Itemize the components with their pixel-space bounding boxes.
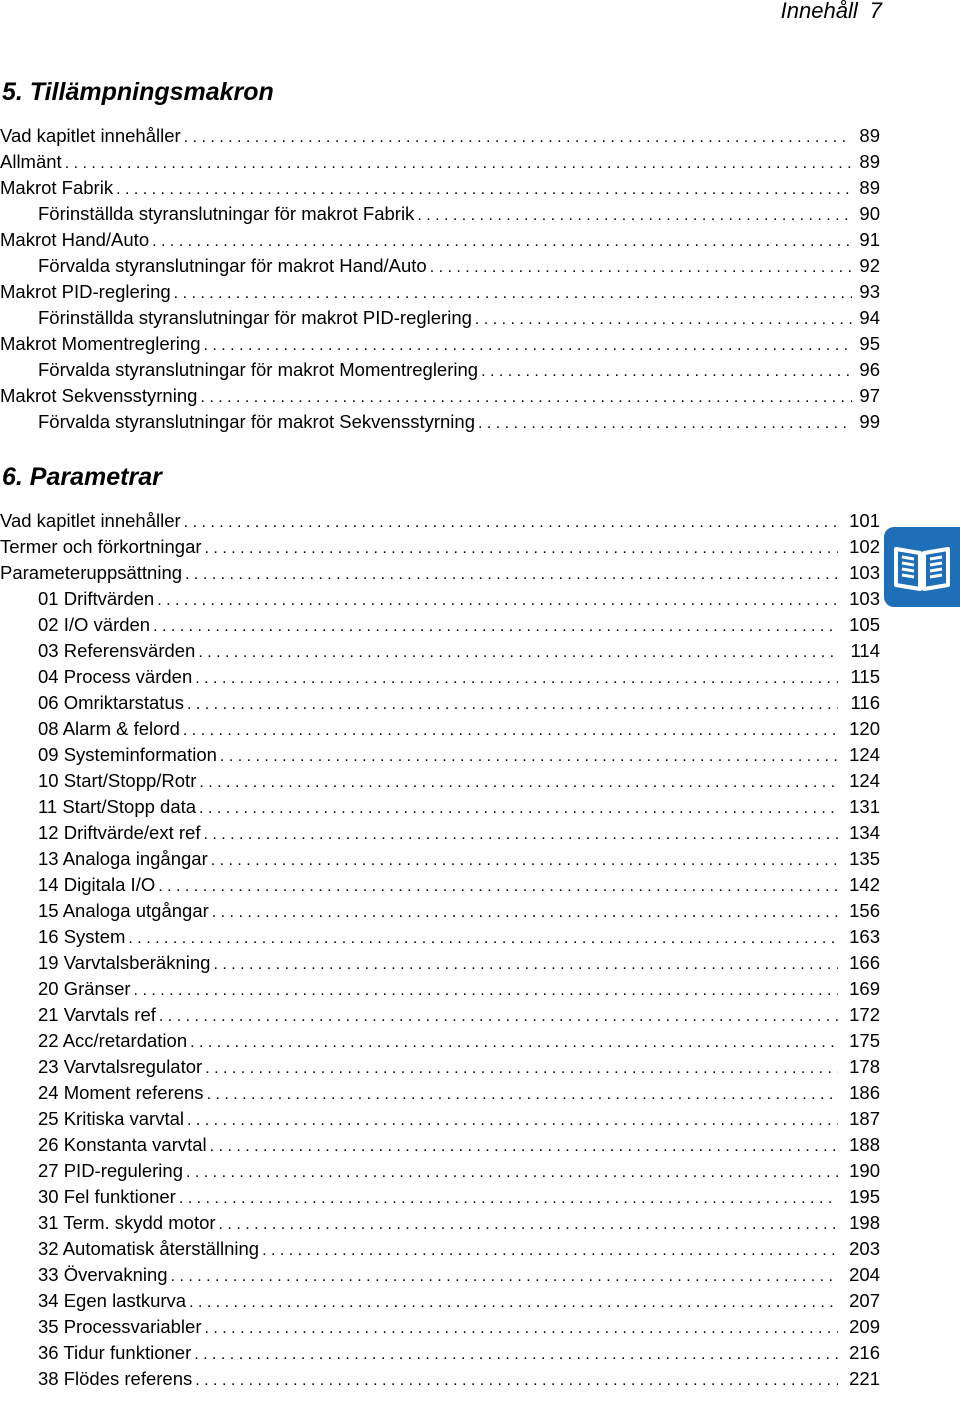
toc-entry-page: 190 [849, 1160, 880, 1181]
toc-entry-label: Parameteruppsättning [0, 562, 183, 583]
toc-entry-label: Allmänt [0, 151, 62, 172]
toc-entry-page: 124 [849, 770, 880, 791]
toc-entry-label: 21 Varvtals ref [38, 1004, 156, 1025]
toc-entry-page: 114 [850, 640, 880, 661]
toc-entry[interactable] [0, 924, 880, 950]
toc-dot-leader [203, 822, 838, 848]
toc-entry[interactable] [0, 409, 880, 435]
toc-entry-label: 33 Övervakning [38, 1264, 168, 1285]
toc-entry-page: 178 [849, 1056, 880, 1077]
toc-entry[interactable] [0, 820, 880, 846]
toc-dot-leader [159, 1004, 838, 1030]
toc-entry[interactable] [0, 612, 880, 638]
toc-entry[interactable] [0, 1054, 880, 1080]
toc-entry-page: 96 [859, 359, 880, 380]
toc-entry-label: Förvalda styranslutningar för makrot Sekvensstyrning [38, 411, 475, 432]
toc-entry[interactable] [0, 716, 880, 742]
toc-entry[interactable] [0, 175, 880, 201]
toc-dot-leader [213, 952, 838, 978]
toc-entry-page: 89 [859, 177, 880, 198]
toc-dot-leader [184, 125, 852, 151]
toc-entry-label: 23 Varvtalsregulator [38, 1056, 203, 1077]
toc-dot-leader [65, 151, 852, 177]
toc-dot-leader [174, 281, 852, 307]
toc-entry-label: Makrot Hand/Auto [0, 229, 150, 250]
toc-dot-leader [205, 1316, 839, 1342]
toc-entry[interactable] [0, 1158, 880, 1184]
toc-entry[interactable] [0, 383, 880, 409]
toc-entry[interactable] [0, 1340, 880, 1366]
toc-entry-page: 156 [849, 900, 880, 921]
toc-entry[interactable] [0, 794, 880, 820]
toc-entry-page: 207 [849, 1290, 880, 1311]
toc-entry-page: 120 [849, 718, 880, 739]
toc-entry-page: 175 [849, 1030, 880, 1051]
toc-entry-page: 166 [849, 952, 880, 973]
toc-entry-page: 216 [849, 1342, 880, 1363]
toc-entry-label: 06 Omriktarstatus [38, 692, 184, 713]
toc-dot-leader [219, 1212, 838, 1238]
toc-entry[interactable] [0, 123, 880, 149]
toc-entry-page: 134 [849, 822, 880, 843]
toc-dot-leader [207, 1082, 838, 1108]
toc-entry-label: 14 Digitala I/O [38, 874, 156, 895]
toc-dot-leader [210, 1134, 838, 1160]
toc-entry-label: 11 Start/Stopp data [38, 796, 197, 817]
toc-entry[interactable] [0, 1132, 880, 1158]
toc-entry-label: 31 Term. skydd motor [38, 1212, 216, 1233]
toc-dot-leader [195, 666, 838, 692]
toc-entry-label: Vad kapitlet innehåller [0, 510, 181, 531]
toc-entry[interactable] [0, 1028, 880, 1054]
toc-entry-label: 22 Acc/retardation [38, 1030, 188, 1051]
toc-dot-leader [220, 744, 838, 770]
toc-dot-leader [134, 978, 838, 1004]
toc-entry-label: 02 I/O värden [38, 614, 151, 635]
manual-tab [884, 527, 960, 607]
toc-entry-page: 195 [849, 1186, 880, 1207]
toc-entry-label: 30 Fel funktioner [38, 1186, 176, 1207]
toc-entry[interactable] [0, 508, 880, 534]
toc-entry[interactable] [0, 1210, 880, 1236]
toc-entry-page: 99 [859, 411, 880, 432]
toc-entry-page: 89 [859, 125, 880, 146]
toc-dot-leader [198, 640, 838, 666]
toc-entry-page: 163 [849, 926, 880, 947]
toc-entry-page: 94 [859, 307, 880, 328]
header-title: Innehåll [780, 0, 858, 23]
toc-entry[interactable] [0, 664, 880, 690]
toc-dot-leader [200, 385, 852, 411]
toc-dot-leader [195, 1368, 838, 1394]
toc-entry[interactable] [0, 950, 880, 976]
toc-entry[interactable] [0, 534, 880, 560]
toc-dot-leader [185, 562, 838, 588]
toc-dot-leader [199, 770, 838, 796]
toc-entry[interactable] [0, 1366, 880, 1392]
toc-entry[interactable] [0, 898, 880, 924]
toc-entry[interactable] [0, 1236, 880, 1262]
toc-dot-leader [157, 588, 838, 614]
toc-entry-label: Förinställda styranslutningar för makrot PID-reglering [38, 307, 472, 328]
toc-entry[interactable] [0, 149, 880, 175]
toc-entry[interactable] [0, 227, 880, 253]
toc-entry-page: 204 [849, 1264, 880, 1285]
toc-entry[interactable] [0, 846, 880, 872]
page-header [781, 0, 882, 24]
toc-entry-label: Termer och förkortningar [0, 536, 202, 557]
toc-entry-page: 198 [849, 1212, 880, 1233]
toc-entry-label: Förinställda styranslutningar för makrot Fabrik [38, 203, 415, 224]
toc-dot-leader [205, 536, 838, 562]
toc-dot-leader [190, 1030, 838, 1056]
toc-dot-leader [187, 692, 838, 718]
toc-entry[interactable] [0, 1184, 880, 1210]
toc-dot-leader [262, 1238, 838, 1264]
toc-entry[interactable] [0, 253, 880, 279]
toc-entry[interactable] [0, 1262, 880, 1288]
toc-entry-page: 92 [859, 255, 880, 276]
toc-dot-leader [199, 796, 838, 822]
toc-entry[interactable] [0, 560, 880, 586]
toc-entry-page: 188 [849, 1134, 880, 1155]
toc-entry-page: 103 [849, 588, 880, 609]
toc-entry-label: 20 Gränser [38, 978, 131, 999]
toc-entry-page: 209 [849, 1316, 880, 1337]
toc-entry[interactable] [0, 305, 880, 331]
toc-entry-label: 15 Analoga utgångar [38, 900, 209, 921]
toc-dot-leader [189, 1290, 838, 1316]
toc-entry-page: 95 [859, 333, 880, 354]
toc-dot-leader [128, 926, 838, 952]
toc-dot-leader [171, 1264, 838, 1290]
toc-entry-label: 19 Varvtalsberäkning [38, 952, 211, 973]
toc-entry-page: 124 [849, 744, 880, 765]
toc-entry-label: 16 System [38, 926, 126, 947]
toc-entry-page: 115 [850, 666, 880, 687]
toc-entry[interactable] [0, 1288, 880, 1314]
toc-entry-page: 203 [849, 1238, 880, 1259]
toc-entry-page: 172 [849, 1004, 880, 1025]
toc-entry[interactable] [0, 872, 880, 898]
toc-dot-leader [204, 333, 853, 359]
toc-entry-page: 131 [849, 796, 880, 817]
toc-entry[interactable] [0, 331, 880, 357]
toc-entry[interactable] [0, 742, 880, 768]
toc-entry-page: 142 [849, 874, 880, 895]
toc-entry-page: 90 [859, 203, 880, 224]
toc-entry-label: 04 Process värden [38, 666, 193, 687]
toc-entry-page: 116 [850, 692, 880, 713]
toc-entry-page: 91 [859, 229, 880, 250]
toc-entry-label: Makrot Momentreglering [0, 333, 201, 354]
toc-entry-label: 12 Driftvärde/ext ref [38, 822, 201, 843]
toc-entry-page: 102 [849, 536, 880, 557]
toc-dot-leader [478, 411, 852, 437]
toc-dot-leader [205, 1056, 838, 1082]
book-icon [892, 543, 952, 591]
toc-entry-page: 221 [849, 1368, 880, 1389]
toc-entry[interactable] [0, 279, 880, 305]
toc-entry-page: 101 [849, 510, 880, 531]
toc-dot-leader [187, 1108, 838, 1134]
toc-entry-label: 27 PID-regulering [38, 1160, 183, 1181]
toc-entry-label: 26 Konstanta varvtal [38, 1134, 207, 1155]
toc-entry[interactable] [0, 1080, 880, 1106]
toc-list-5 [0, 123, 880, 435]
toc-entry-label: 01 Driftvärden [38, 588, 155, 609]
header-page-number: 7 [869, 0, 882, 23]
toc-dot-leader [153, 614, 838, 640]
toc-entry-label: 13 Analoga ingångar [38, 848, 208, 869]
toc-entry-label: Förvalda styranslutningar för makrot Hand/Auto [38, 255, 427, 276]
toc-entry-page: 93 [859, 281, 880, 302]
toc-entry-page: 186 [849, 1082, 880, 1103]
toc-entry-label: 34 Egen lastkurva [38, 1290, 187, 1311]
toc-entry-label: 32 Automatisk återställning [38, 1238, 260, 1259]
toc-entry[interactable] [0, 768, 880, 794]
toc-entry-label: 38 Flödes referens [38, 1368, 193, 1389]
toc-dot-leader [211, 848, 838, 874]
section-title-5: 5. Tillämpningsmakron [2, 78, 274, 106]
toc-entry-label: 10 Start/Stopp/Rotr [38, 770, 197, 791]
section-title-6: 6. Parametrar [2, 463, 162, 491]
toc-entry[interactable] [0, 357, 880, 383]
toc-entry-label: 09 Systeminformation [38, 744, 217, 765]
toc-entry-label: Makrot Sekvensstyrning [0, 385, 198, 406]
toc-entry-page: 105 [849, 614, 880, 635]
toc-entry-label: Makrot Fabrik [0, 177, 114, 198]
toc-dot-leader [430, 255, 852, 281]
toc-entry-label: Förvalda styranslutningar för makrot Momentreglering [38, 359, 479, 380]
toc-dot-leader [212, 900, 838, 926]
toc-entry-page: 187 [849, 1108, 880, 1129]
toc-entry-label: 36 Tidur funktioner [38, 1342, 192, 1363]
toc-list-6 [0, 508, 880, 1392]
toc-entry-label: 35 Processvariabler [38, 1316, 202, 1337]
toc-entry-page: 169 [849, 978, 880, 999]
toc-dot-leader [116, 177, 852, 203]
toc-dot-leader [152, 229, 852, 255]
toc-dot-leader [417, 203, 852, 229]
toc-entry[interactable] [0, 690, 880, 716]
toc-dot-leader [179, 1186, 838, 1212]
toc-entry[interactable] [0, 1106, 880, 1132]
toc-entry-page: 103 [849, 562, 880, 583]
toc-entry-label: Vad kapitlet innehåller [0, 125, 181, 146]
toc-entry-label: 08 Alarm & felord [38, 718, 180, 739]
toc-dot-leader [183, 718, 838, 744]
toc-entry-page: 135 [849, 848, 880, 869]
toc-entry[interactable] [0, 1314, 880, 1340]
toc-entry[interactable] [0, 638, 880, 664]
toc-dot-leader [158, 874, 838, 900]
toc-entry[interactable] [0, 976, 880, 1002]
toc-dot-leader [184, 510, 838, 536]
toc-entry-label: 03 Referensvärden [38, 640, 196, 661]
toc-dot-leader [481, 359, 852, 385]
toc-entry-page: 97 [859, 385, 880, 406]
toc-entry[interactable] [0, 1002, 880, 1028]
toc-entry[interactable] [0, 201, 880, 227]
toc-dot-leader [194, 1342, 838, 1368]
toc-entry-label: 25 Kritiska varvtal [38, 1108, 184, 1129]
toc-dot-leader [186, 1160, 838, 1186]
toc-dot-leader [475, 307, 852, 333]
toc-entry[interactable] [0, 586, 880, 612]
toc-entry-label: 24 Moment referens [38, 1082, 204, 1103]
toc-entry-label: Makrot PID-reglering [0, 281, 171, 302]
toc-entry-page: 89 [859, 151, 880, 172]
